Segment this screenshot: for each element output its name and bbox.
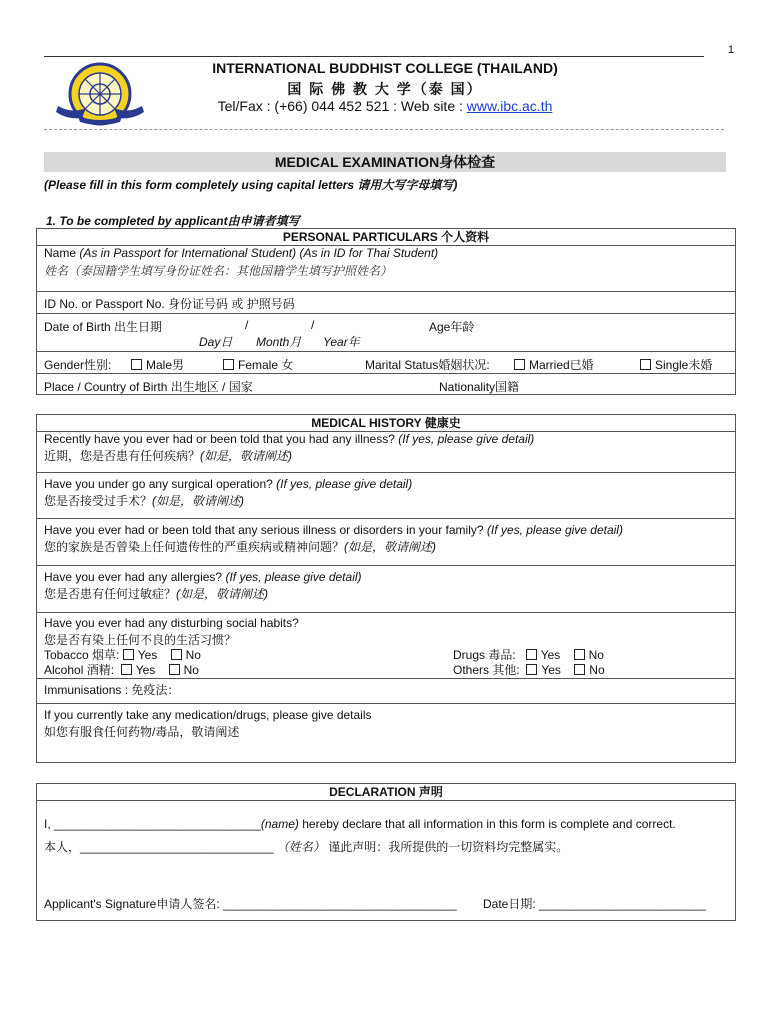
tobacco-row: Tobacco 烟草: Yes No [44,648,201,662]
college-name: INTERNATIONAL BUDDHIST COLLEGE (THAILAND) [212,60,558,76]
contact-text: Tel/Fax : (+66) 044 452 521 : Web site : [217,98,467,114]
checkbox-icon[interactable] [526,664,537,675]
checkbox-icon [514,359,525,370]
row-divider [37,678,735,679]
declaration-line-en: I, _______________________________(name) hereby declare that all information in this form is complete and correct. [44,817,676,831]
college-logo-icon [52,62,148,126]
medical-history-table [36,414,736,763]
name-label: Name (As in Passport for International Student) (As in ID for Thai Student) [44,246,439,260]
immunisations-label: Immunisations : 免疫法： [44,683,180,697]
q6-en: If you currently take any medication/drugs, please give details [44,708,372,722]
birthplace-label: Place / Country of Birth 出生地区 / 国家 [44,380,253,394]
checkbox-icon[interactable] [526,649,537,660]
q4-cn: 您是否患有任何过敏症？(如是，敬请阐述) [44,587,269,601]
signature-field[interactable]: Applicant's Signature申请人签名: ___________________________________ [44,897,457,911]
checkbox-icon[interactable] [574,664,585,675]
checkbox-icon[interactable] [123,649,134,660]
date-field[interactable]: Date日期: _________________________ [483,897,706,911]
checkbox-icon [640,359,651,370]
married-option[interactable]: Married已婚 [514,356,594,373]
q2-cn: 您是否接受过手术？(如是，敬请阐述) [44,494,245,508]
others-row: Others 其他: Yes No [453,663,605,677]
month-label: Month月 [256,335,302,349]
header-top-rule [44,56,704,57]
personal-particulars-table [36,228,736,395]
row-divider [37,291,735,292]
checkbox-icon[interactable] [574,649,585,660]
declaration-line-cn: 本人，_____________________________ （姓名） 谨此声明：我所提供的一切资料均完整属实。 [44,840,569,854]
id-label: ID No. or Passport No. 身份证号码 或 护照号码 [44,297,295,311]
section-1-label: 1. To be completed by applicant由申请者填写 [46,214,300,228]
checkbox-icon [131,359,142,370]
nationality-label: Nationality国籍 [439,380,520,394]
row-divider [37,472,735,473]
row-divider [37,351,735,352]
marital-label: Marital Status婚姻状况: [365,358,490,372]
checkbox-icon[interactable] [121,664,132,675]
dob-slash: / [245,318,249,332]
q1-en: Recently have you ever had or been told that you had any illness? (If yes, please give detail) [44,432,535,446]
declaration-heading: DECLARATION 声明 [37,784,735,801]
q6-cn: 如您有服食任何药物/毒品，敬请阐述 [44,725,240,739]
dob-label: Date of Birth 出生日期 [44,320,163,334]
checkbox-icon[interactable] [169,664,180,675]
q5-en: Have you ever had any disturbing social habits? [44,616,299,630]
male-option[interactable]: Male男 [131,356,184,373]
dob-slash: / [311,318,315,332]
row-divider [37,518,735,519]
college-name-cn: 国 际 佛 教 大 学（泰 国） [287,81,483,97]
q5-cn: 您是否有染上任何不良的生活习惯？ [44,633,237,647]
q1-cn: 近期，您是否患有任何疾病？(如是，敬请阐述) [44,449,293,463]
contact-line [150,98,620,114]
drugs-row: Drugs 毒品: Yes No [453,648,604,662]
name-label-cn: 姓名（泰国籍学生填写身份证姓名：其他国籍学生填写护照姓名） [44,264,393,278]
alcohol-row: Alcohol 酒精: Yes No [44,663,199,677]
q3-en: Have you ever had or been told that any serious illness or disorders in your family? (If yes, please give detail) [44,523,623,537]
q4-en: Have you ever had any allergies? (If yes, please give detail) [44,570,362,584]
q3-cn: 您的家族是否曾染上任何遗传性的严重疾病或精神问题？(如是，敬请阐述) [44,540,437,554]
day-label: Day日 [199,335,233,349]
year-label: Year年 [323,335,360,349]
medical-heading: MEDICAL HISTORY 健康史 [37,415,735,432]
row-divider [37,373,735,374]
row-divider [37,612,735,613]
personal-heading: PERSONAL PARTICULARS 个人资料 [37,229,735,246]
q2-en: Have you under go any surgical operation? (If yes, please give detail) [44,477,413,491]
age-label: Age年龄 [429,320,475,334]
row-divider [37,565,735,566]
page-number: 1 [727,44,734,56]
checkbox-icon [223,359,234,370]
single-option[interactable]: Single未婚 [640,356,712,373]
row-divider [37,703,735,704]
form-title: MEDICAL EXAMINATION身体检查 [44,152,726,172]
website-link[interactable]: www.ibc.ac.th [466,98,553,114]
instruction: (Please fill in this form completely using capital letters 请用大写字母填写) [44,178,458,192]
gender-label: Gender性别: [44,358,112,372]
checkbox-icon[interactable] [171,649,182,660]
row-divider [37,313,735,314]
female-option[interactable]: Female 女 [223,356,293,373]
declaration-table [36,783,736,921]
header-divider [44,129,724,130]
